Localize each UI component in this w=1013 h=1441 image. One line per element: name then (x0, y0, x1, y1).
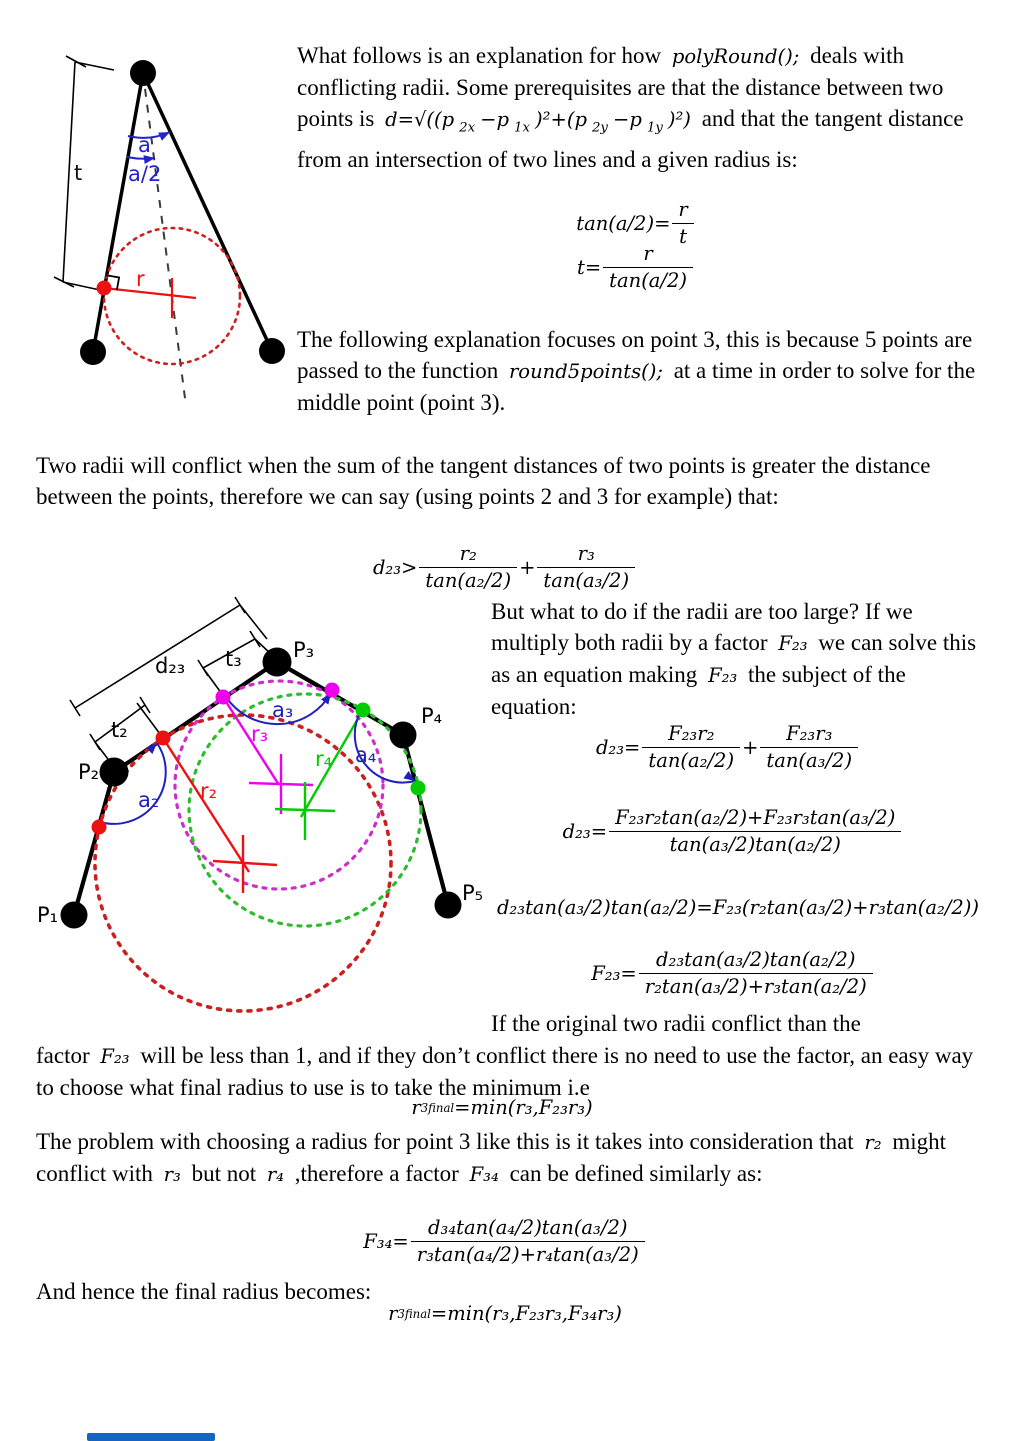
t-label: t (74, 161, 83, 185)
p4-label: P₄ (421, 704, 443, 728)
d23-label: d₂₃ (155, 654, 186, 678)
conflict-paragraph: Two radii will conflict when the sum of the tangent distances of two points is greater the distance between the points, therefore we can say (using points 2 and 3 for example) that: (36, 453, 931, 509)
polygon-radii-diagram (25, 595, 510, 1035)
vertex-lines (93, 73, 272, 352)
factor-min-paragraph: factor F₂₃ will be less than 1, and if they don’t conflict there is no need to use the factor, an easy way to choose what final radius to use is to take the minimum i.e (36, 1043, 974, 1100)
a-label: a (138, 133, 151, 157)
r3-label: r₃ (251, 722, 269, 746)
hence-paragraph: And hence the final radius becomes: (36, 1279, 372, 1304)
formula-d23-factored: d₂₃= $\frac{\text{F₂₃r₂}}{\text{tan(a₂/2)}}$ + $\frac{\text{F₂₃r₃}}{\text{tan(a₃/2)}}$ (493, 722, 963, 774)
t3-label: t₃ (225, 647, 242, 671)
p1-label: P₁ (37, 903, 59, 927)
focus-paragraph: The following explanation focuses on point 3, this is because 5 points are passed to the function round5points(); at a time in order to solve for the middle point (point 3). (297, 327, 976, 415)
original-conflict-line: If the original two radii conflict than the (491, 1011, 861, 1036)
p2-label: P₂ (78, 760, 100, 784)
fraction: $\frac{r}{\tan(a/2)}$ (603, 242, 693, 294)
p5-label: P₅ (462, 881, 484, 905)
vertex-dots (80, 60, 285, 365)
r-label: r (136, 267, 145, 291)
polygon-vertex-dots (61, 648, 462, 929)
dimension-lines (54, 56, 114, 290)
dimension-rails (70, 597, 272, 767)
formula-d23-combined: d₂₃= $\frac{\text{F₂₃r₂tan(a₂/2)+F₂₃r₃tan(a₃/2)}}{\text{tan(a₃/2)tan(a₂/2)}}$ (493, 806, 973, 858)
bottom-scrollbar-thumb[interactable] (87, 1433, 215, 1441)
fraction: $\frac{r}{t}$ (672, 198, 693, 250)
a4-label: a₄ (355, 743, 377, 767)
intro-paragraph: What follows is an explanation for how polyRound(); deals with conflicting radii. Some prerequisites are that the distance between two points is d=√((p $_{2x}$ −p $_{1x}$ )²+(p $_{2y}$ −p $_{1y}$ )²) and that the tangent distance from an intersection of two lines and a given radius is: (297, 43, 964, 172)
formula-d23-expanded: d₂₃tan(a₃/2)tan(a₂/2)=F₂₃(r₂tan(a₃/2)+r₃tan(a₂/2)) (496, 896, 980, 919)
formula-d23-inequality: d₂₃> $\frac{\text{r₂}}{\text{tan(a₂/2)}}$ + $\frac{\text{r₃}}{\text{tan(a₃/2)}}$ (280, 542, 730, 594)
a3-label: a₃ (272, 698, 294, 722)
tangent-point-dot (97, 281, 112, 296)
r4-label: r₄ (315, 747, 333, 771)
formula-f23: F₂₃= $\frac{\text{d₂₃tan(a₃/2)tan(a₂/2)}}{\text{r₂tan(a₃/2)+r₃tan(a₂/2)}}$ (493, 948, 973, 1000)
problem-paragraph: The problem with choosing a radius for point 3 like this is it takes into consideration that r₂ might conflict with r₃ but not r₄ ,therefore a factor F₃₄ can be defined similarly as: (36, 1129, 946, 1186)
formula-r3final-min2: r 3final =min(r₃,F₂₃r₃) (411, 1096, 593, 1119)
formula-f34: F₃₄= $\frac{\text{d₃₄tan(a₄/2)tan(a₃/2)}}{\text{r₃tan(a₄/2)+r₄tan(a₃/2)}}$ (280, 1216, 730, 1268)
formula-lhs: t= (576, 256, 602, 280)
formula-t-eq (530, 242, 742, 294)
r4-radius-line (275, 710, 363, 840)
p3-label: P₃ (293, 638, 315, 662)
formula-r3final-min3: r 3final =min(r₃,F₂₃r₃,F₃₄r₃) (388, 1302, 622, 1325)
a-half-label: a/2 (128, 162, 162, 186)
r2-label: r₂ (200, 779, 218, 803)
formula-lhs: tan(a/2)= (576, 212, 671, 236)
a2-label: a₂ (138, 788, 160, 812)
angle-tangent-diagram (30, 40, 320, 430)
t2-label: t₂ (111, 718, 128, 742)
too-large-paragraph: But what to do if the radii are too large? If we multiply both radii by a factor F₂₃ we can solve this as an equation making F₂₃ the subject of the equation: (491, 599, 977, 719)
